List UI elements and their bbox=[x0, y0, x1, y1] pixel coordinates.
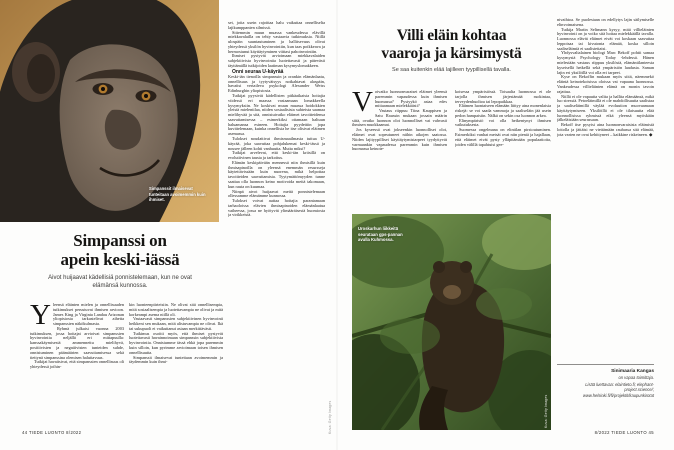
bear-illustration bbox=[352, 214, 551, 430]
drop-cap: Y bbox=[30, 303, 51, 331]
paragraph-text: oivatko luonnonvaraiset eläimet yleensä paremmin vapaudessa kuin ihmisen huomassa? Pystyykö asiaa edes mittaamaan mielekkäästi? bbox=[374, 90, 447, 109]
paragraph-text: leensä eläinten mielen ja onnellisuuden tutkimukset perustuvat ihmisen arvioon. James King ja Virginia Landau Arizonan yliopistosta tarkastelivat aihetta simpanssien näkökulmasta. bbox=[52, 303, 124, 327]
body-paragraph: Tutkija Martin Seltmann kysyy, mitä villieläinten hyvinvointi on ja voiko sitä hoitaa mielekkäällä tavalla. Luonnossa elävät eläimet eivät voi koskaan saavuttaa leppoisaa tai kivutonta elämää, koska silloin saaliseläimiä ei saalistettaisi. bbox=[557, 26, 654, 51]
right-page-footer: 8/2022 TIEDE LUONTO 45 bbox=[594, 430, 654, 435]
left-article-standfirst: Aivot huijaavat kädellisiä ponnistelemaan, kun ne ovat elämänsä kunnossa. bbox=[48, 275, 192, 289]
body-paragraph: Tulokset noudattivat ihmismaailmasta tuttua U-käyrää, joka saavuttaa pohjalukemat keski-iässä ja nousee jälleen kohti vanhuutta. Mutta miksi? bbox=[228, 135, 325, 151]
body-paragraph: Jos kyseessä ovat jokseenkin luonnolliset olot, eläimet ovat sopeutuneet niihin aikojen saatossa. Niiden lajityypilliset käyttäytymistarpeet tyydyttyvät varmaankin vapaudessa paremmin kuin ihmisen huomassa keinote- bbox=[352, 127, 447, 152]
body-paragraph: Kyse on Bekoffin mukaan myös siitä, näemmekö eläintä keinotekoisissa oloissa vai vapaana luonnossa. Vankeudessa villieläinten elämä on monin tavoin rajattua. bbox=[557, 74, 654, 94]
left-page-footer: 44 TIEDE LUONTO 8/2022 bbox=[22, 430, 82, 435]
body-paragraph: Ryhmä julkaisi vuonna 2003 tutkimuksen, jossa hoitajat arvioivat simpanssien hyvinvointia neljällä eri mittapuulla: kanssakäymisestä ammennettu mielihyvä, positiivisten ja negatiivisten tunteiden suhde, onnistuminen päämäärien saavuttamisessa sekä tiettynä simpanssina olemisen haluttavuus. bbox=[30, 325, 124, 360]
section-subhead: Onni seuraa U-käyrää bbox=[232, 68, 284, 75]
body-paragraph: Suomessa ongelmana on elintilan pirstoutuminen. Esimerkiksi vanhat metsät ovat niin pieniä ja hajallaan, että eläimet eivät pysty ylläpitämään populaatioita, joiden välillä tapahtuisi gee- bbox=[455, 127, 551, 147]
bear-photo-caption: Uroskarhun liikkeitä seurataan gps-pannan avulla Kuhmossa. bbox=[358, 226, 403, 243]
body-paragraph: Vastaavasti simpanssien subjektiivinen hyvinvointi heikkeni sen mukaan, mitä alistuvampia ne olivat. Ikä tai sukupuoli ei vaikuttanut asiaan merkittävästi. bbox=[129, 316, 223, 331]
author-links: Lisää luettavaa: elaintieto.fi; elephant-project.science/; www.helsinki.fi/fi/projektit/kaupunkirotat bbox=[583, 381, 654, 398]
author-block bbox=[557, 369, 654, 398]
body-paragraph: Tutkijat arvelevat, että keski-iän kriisillä on evolutiivinen tausta ja tarkoitus. bbox=[228, 150, 325, 161]
body-paragraph: Tulokset voivat auttaa hoitajia parantamaan tarhaoloissa elävien ihmisapinoiden elämänlaatua vaiheessa, jossa ne hyötyvät ylimääräisestä huomiosta ja virikkeistä. bbox=[228, 198, 325, 218]
body-paragraph: Vastaus riippuu Tiina Kauppisen ja Satu Raussin mukaan jossain määrin siitä, ovatko luonnon olot luonnolliset vai vahvasti ihmisen muokkaamat. bbox=[352, 108, 447, 128]
headline-line: Villi eläin kohtaa bbox=[396, 27, 507, 44]
body-paragraph: Tutkijat pyysivät kädellisten pitkäaikaisia hoitajia viidessä eri maassa vastaamaan lomakkeella kysymyksiin. Ne koskivat muun muassa hoidokkien yleistä mielentilaa, niiden sosiaalisista suhteista saamaa mielihyvää ja sitä, onnistuivatko eläimet tavoitteidensa saavuttamisessa – esimerkiksi ottamaan haltuun haluamansa esineen. Hoitajia pyydettiin jopa kuvittelemaan, kuinka onnellisia he itse olisivat eläimen asemassa. bbox=[228, 92, 325, 137]
body-paragraph: Elinympäristö voi olla heikentynyt ihmisen vaikutuksesta. bbox=[455, 117, 551, 128]
chimp-photo-caption: Simpanssit ilmaisevat tunteitaan avoimemmin kuin ihmiset. bbox=[149, 186, 206, 203]
body-paragraph: Eläimen luontaiseen elämään liittyy aina monenlaisia riskejä: se voi saada vammoja ja saaliseläin jää usein pedon hampaisiin. Nälkä on sekin osa luonnon arkea. bbox=[455, 103, 551, 118]
left-body-column-2 bbox=[129, 303, 223, 432]
body-paragraph: Elämän keskipäivään mennessä niin ihmisillä kuin ihmisapinoilla on yleensä enemmän resursseja käytettävissään kuin nuorena, mikä helpottaa tavoitteiden saavuttamista. Tyytymättömyyden tunne saattaa olla luonnon keino motivoida meitä takomaan, kun rauta on kuumaa. bbox=[228, 159, 325, 189]
author-divider bbox=[557, 364, 654, 365]
body-paragraph: Simpanssit ilmaisevat tunteitaan avoimemmin ja täydemmin kuin ihmi- bbox=[129, 354, 223, 365]
body-paragraph: Bekoff itse pysyisi aina luonnonvaraisista eläimistä loitolla ja jättäisi ne viettämään rauhassa sitä elämää, jota varten ne ovat kehittyneet – kaikkine riskeineen. ◆ bbox=[557, 122, 654, 137]
left-article-headline bbox=[22, 231, 218, 269]
body-paragraph: koisessa ympäristössä. Toisaalta luonnossa ei ole tarjolla ihmisen järjestämää ruokintaa, terveydenhuoltoa tai lepopaikkaa. bbox=[455, 90, 551, 104]
left-body-column-3 bbox=[228, 21, 325, 435]
body-paragraph: kin luonteenpiirteisiin. Ne olivat sitä onnellisempia, mitä sosiaalisempia ja luotettavampia ne olivat ja mitä korkeampi asema niillä oli. bbox=[129, 303, 223, 317]
body-paragraph: Keski-iän tienoilla simpanssin ja orankin elämänlaatu, onnellisuus ja tyytyväisyys notkahtavat alaspäin, havaitsi vertaileva psykologi Alexander Weiss Edinburghin yliopistosta. bbox=[228, 73, 325, 94]
body-paragraph bbox=[30, 303, 124, 331]
page-gutter bbox=[336, 0, 338, 450]
headline-line: apein keski-iässä bbox=[60, 250, 180, 269]
left-body-column-1 bbox=[30, 303, 124, 432]
body-paragraph: Yhdysvaltalainen biologi Marc Bekoff pohtii samaa kysymystä Psychology Today -lehdessä. Hänen mielestään vastaus riippuu yksilöstä, elämäntilanteesta kyseisellä hetkellä sekä ympäristön laadusta. Saman lajin eri yksilöillä voi olla eri tarpeet. bbox=[557, 50, 654, 75]
left-photo-credit: Kuva: Getty Images bbox=[328, 400, 332, 434]
body-paragraph: Sittemmin muun muassa vankeudessa elävillä miekkavalailla on tehty vastaavia tutkimuksia. Niillä ulospäin suuntautuminen ja hallitsevuus olivat yhteydessä yksilön hyvinvointiin, kun taas poikkeava ja hermostunut käyttäytyminen viittasi pahoinvointiin. bbox=[228, 29, 325, 54]
right-body-column-1 bbox=[352, 90, 447, 207]
right-body-column-2 bbox=[455, 90, 551, 207]
right-body-column-3 bbox=[557, 18, 654, 359]
body-paragraph: nivaihtoa. Se puolestaan on edellytys lajin säilymiselle elinvoimaisena. bbox=[557, 18, 654, 27]
body-paragraph: set, joita usein rajoittaa halu vaikuttaa onnelliselta lajikumppanien silmissä. bbox=[228, 21, 325, 30]
body-paragraph: Tutkijat havaitsivat, että simpanssien onnellisuus oli yhteydessä joihin- bbox=[30, 359, 124, 370]
author-bio: on vapaa toimittaja. bbox=[618, 375, 654, 380]
body-paragraph: Ihmiset pystyvät arvioimaan miekkavalaiden subjektiivista hyvinvointia luotettavasti ja pätevästi täyttämällä tutkijoiden laatiman kysymyslomakkeen. bbox=[228, 53, 325, 69]
body-paragraph: Tutkimus osoitti myös, että ihmiset pystyvät luotettavasti havainnoimaan simpanssin subjektiivista hyvinvointia. Onnistumme tässä ehkä jopa paremmin kuin silloin, kun pyrimme arvioimaan toisen ihmisen onnellisuutta. bbox=[129, 330, 223, 355]
bear-photo bbox=[352, 214, 551, 430]
right-article-headline bbox=[352, 27, 551, 62]
headline-line: vaaroja ja kärsimystä bbox=[381, 44, 522, 62]
right-photo-credit: Kuva: Getty Images bbox=[544, 394, 548, 428]
body-paragraph: Niillä ei ole vapautta valita ja hallita elämäänsä, mikä luo stressiä. Petoeläimillä ei ole mahdollisuutta saalistaa ja saaliseläimillä väylää evoluution muovaamaan käyttäytymiseen. Yksilöillä ei ole tilaisuutta elää luonnollisissa ryhmissä eikä yleensä myöskään jälkeläisiään seurassaan. bbox=[557, 93, 654, 123]
headline-line: Simpanssi on bbox=[73, 231, 167, 250]
drop-cap: V bbox=[352, 90, 373, 118]
right-article-standfirst: Se saa kuitenkin elää lajilleen tyypillisellä tavalla. bbox=[392, 67, 511, 73]
author-name: Sinimaaria Kangas bbox=[611, 369, 654, 374]
body-paragraph: Niinpä aivot huijaavat meitä ponnistelemaan ollessamme elämämme kunnossa. bbox=[228, 188, 325, 199]
